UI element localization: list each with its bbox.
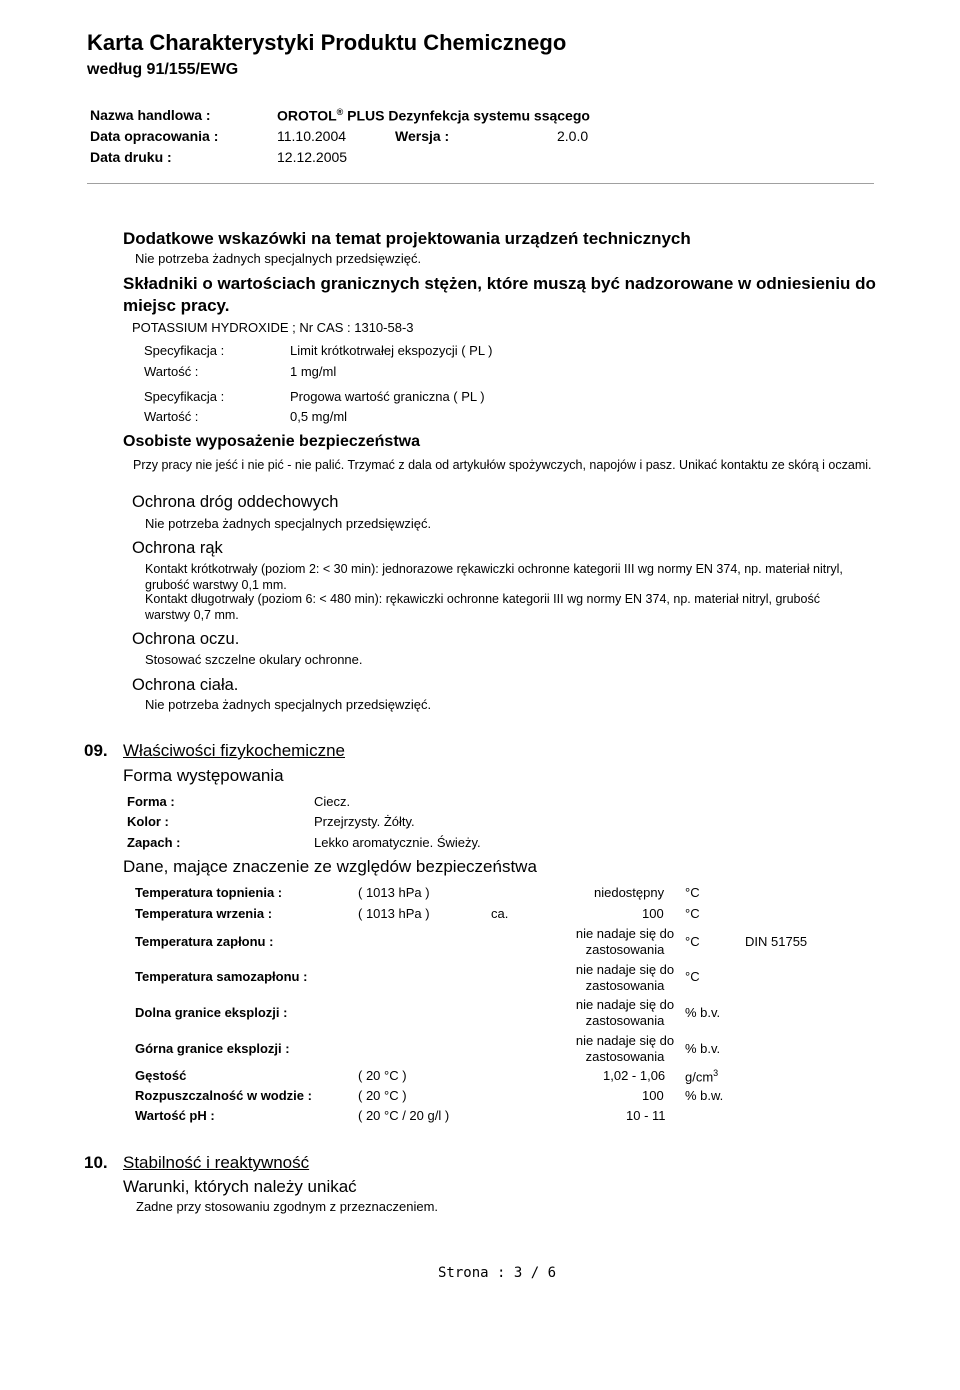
- prop-solubility-cond: ( 20 °C ): [358, 1088, 407, 1103]
- trade-name-value: [277, 107, 590, 124]
- prop-boiling-unit: °C: [685, 906, 700, 921]
- limit-2-value: 0,5 mg/ml: [290, 409, 348, 424]
- prop-density-unit: [685, 1068, 718, 1084]
- prop-density-value: 1,02 - 1,06: [603, 1068, 666, 1083]
- prop-flash-label: Temperatura zapłonu :: [135, 934, 274, 949]
- respiratory-heading: Ochrona dróg oddechowych: [132, 493, 339, 511]
- prop-density-cond: ( 20 °C ): [358, 1068, 407, 1083]
- prop-boiling-approx: ca.: [491, 906, 509, 921]
- prop-boiling-value: 100: [642, 906, 664, 921]
- trade-name-rest: PLUS Dezynfekcja systemu ssącego: [347, 107, 590, 124]
- design-text: Nie potrzeba żadnych specjalnych przedsięwzięć.: [135, 251, 422, 266]
- prop-uel-label: Górna granice eksplozji :: [135, 1041, 290, 1056]
- prop-solubility-value: 100: [642, 1088, 664, 1103]
- section-9-title: Właściwości fizykochemiczne: [123, 741, 345, 760]
- document-title: Karta Charakterystyki Produktu Chemicznego: [87, 30, 567, 55]
- eye-text: Stosować szczelne okulary ochronne.: [145, 652, 363, 667]
- document-subtitle: według 91/155/EWG: [87, 61, 239, 78]
- section-9-number: 09.: [84, 741, 108, 760]
- prop-melting-unit: °C: [685, 885, 700, 900]
- print-date-value: 12.12.2005: [277, 149, 348, 165]
- ppe-text: Przy pracy nie jeść i nie pić - nie palić. Trzymać z dala od artykułów spożywczych, napojów i pasz. Unikać kontaktu ze skórą i oczami.: [133, 458, 872, 472]
- print-date-label: Data druku :: [90, 149, 172, 165]
- form-label: Forma :: [127, 794, 175, 809]
- odor-value: Lekko aromatycznie. Świeży.: [314, 835, 481, 850]
- registered-mark: ®: [336, 107, 344, 117]
- prop-autoignition-unit: °C: [685, 969, 700, 984]
- body-heading: Ochrona ciała.: [132, 676, 239, 694]
- prop-lel-unit: % b.v.: [685, 1005, 721, 1020]
- prop-boiling-label: Temperatura wrzenia :: [135, 906, 273, 921]
- prop-flash-value: nie nadaje się do zastosowania: [575, 926, 675, 957]
- prop-autoignition-label: Temperatura samozapłonu :: [135, 969, 308, 984]
- limit-1-spec-value: Limit krótkotrwałej ekspozycji ( PL ): [290, 343, 493, 358]
- trade-name-label: Nazwa handlowa :: [90, 107, 211, 123]
- limits-heading: Składniki o wartościach granicznych stężen, które muszą być nadzorowane w odniesieniu do miejsc pracy.: [123, 274, 876, 315]
- prop-ph-value: 10 - 11: [626, 1108, 666, 1123]
- color-value: Przejrzysty. Żółty.: [314, 814, 415, 829]
- prop-density-label: Gęstość: [135, 1068, 187, 1083]
- section-10-number: 10.: [84, 1153, 108, 1172]
- respiratory-text: Nie potrzeba żadnych specjalnych przedsięwzięć.: [145, 516, 432, 531]
- color-label: Kolor :: [127, 814, 169, 829]
- version-value: 2.0.0: [557, 128, 589, 144]
- eye-heading: Ochrona oczu.: [132, 630, 240, 648]
- limit-1-value-label: Wartość :: [144, 364, 199, 379]
- density-unit-exponent: 3: [713, 1068, 719, 1078]
- prop-ph-label: Wartość pH :: [135, 1108, 215, 1123]
- prop-ph-cond: ( 20 °C / 20 g/l ): [358, 1108, 450, 1123]
- avoid-text: Zadne przy stosowaniu zgodnym z przeznaczeniem.: [136, 1199, 439, 1214]
- prop-flash-unit: °C: [685, 934, 700, 949]
- prop-boiling-cond: ( 1013 hPa ): [358, 906, 430, 921]
- limit-1-spec-label: Specyfikacja :: [144, 343, 225, 358]
- prop-lel-value: nie nadaje się do zastosowania: [575, 997, 675, 1028]
- prepared-date-value: 11.10.2004: [277, 128, 347, 144]
- prop-autoignition-value: nie nadaje się do zastosowania: [575, 962, 675, 993]
- design-heading: Dodatkowe wskazówki na temat projektowania urządzeń technicznych: [123, 229, 691, 248]
- prop-lel-label: Dolna granice eksplozji :: [135, 1005, 288, 1020]
- limit-2-value-label: Wartość :: [144, 409, 199, 424]
- prop-melting-value: niedostępny: [594, 885, 665, 900]
- substance-name: POTASSIUM HYDROXIDE ; Nr CAS : 1310-58-3: [132, 320, 414, 335]
- prepared-date-label: Data opracowania :: [90, 128, 219, 144]
- form-heading: Forma występowania: [123, 766, 284, 785]
- section-10-title: Stabilność i reaktywność: [123, 1153, 310, 1172]
- limit-2-spec-value: Progowa wartość graniczna ( PL ): [290, 389, 485, 404]
- limit-1-value: 1 mg/ml: [290, 364, 337, 379]
- prop-uel-unit: % b.v.: [685, 1041, 721, 1056]
- avoid-heading: Warunki, których należy unikać: [123, 1177, 357, 1196]
- safety-data-heading: Dane, mające znaczenie ze względów bezpieczeństwa: [123, 857, 537, 876]
- limit-2-spec-label: Specyfikacja :: [144, 389, 225, 404]
- hand-text-long: Kontakt długotrwały (poziom 6: < 480 min): rękawiczki ochronne kategorii III wg normy EN 374, np. materiał nitryl, grubość warstwy 0,7 mm.: [145, 592, 820, 622]
- prop-uel-value: nie nadaje się do zastosowania: [575, 1033, 675, 1064]
- trade-name-brand: OROTOL: [277, 107, 337, 124]
- hand-text-short: Kontakt krótkotrwały (poziom 2: < 30 min): jednorazowe rękawiczki ochronne kategorii III wg normy EN 374, np. materiał nitryl, grubość warstwy 0,1 mm.: [145, 562, 843, 592]
- prop-melting-label: Temperatura topnienia :: [135, 885, 283, 900]
- prop-melting-cond: ( 1013 hPa ): [358, 885, 430, 900]
- ppe-heading: Osobiste wyposażenie bezpieczeństwa: [123, 433, 420, 450]
- body-text: Nie potrzeba żadnych specjalnych przedsięwzięć.: [145, 697, 432, 712]
- version-label: Wersja :: [395, 128, 450, 144]
- density-unit-base: g/cm: [685, 1069, 714, 1085]
- odor-label: Zapach :: [127, 835, 181, 850]
- prop-flash-method: DIN 51755: [745, 934, 808, 949]
- hand-heading: Ochrona rąk: [132, 539, 223, 557]
- prop-solubility-unit: % b.w.: [685, 1088, 724, 1103]
- prop-solubility-label: Rozpuszczalność w wodzie :: [135, 1088, 312, 1103]
- header-divider: [87, 183, 874, 184]
- page-number: Strona : 3 / 6: [438, 1265, 557, 1281]
- form-value: Ciecz.: [314, 794, 351, 809]
